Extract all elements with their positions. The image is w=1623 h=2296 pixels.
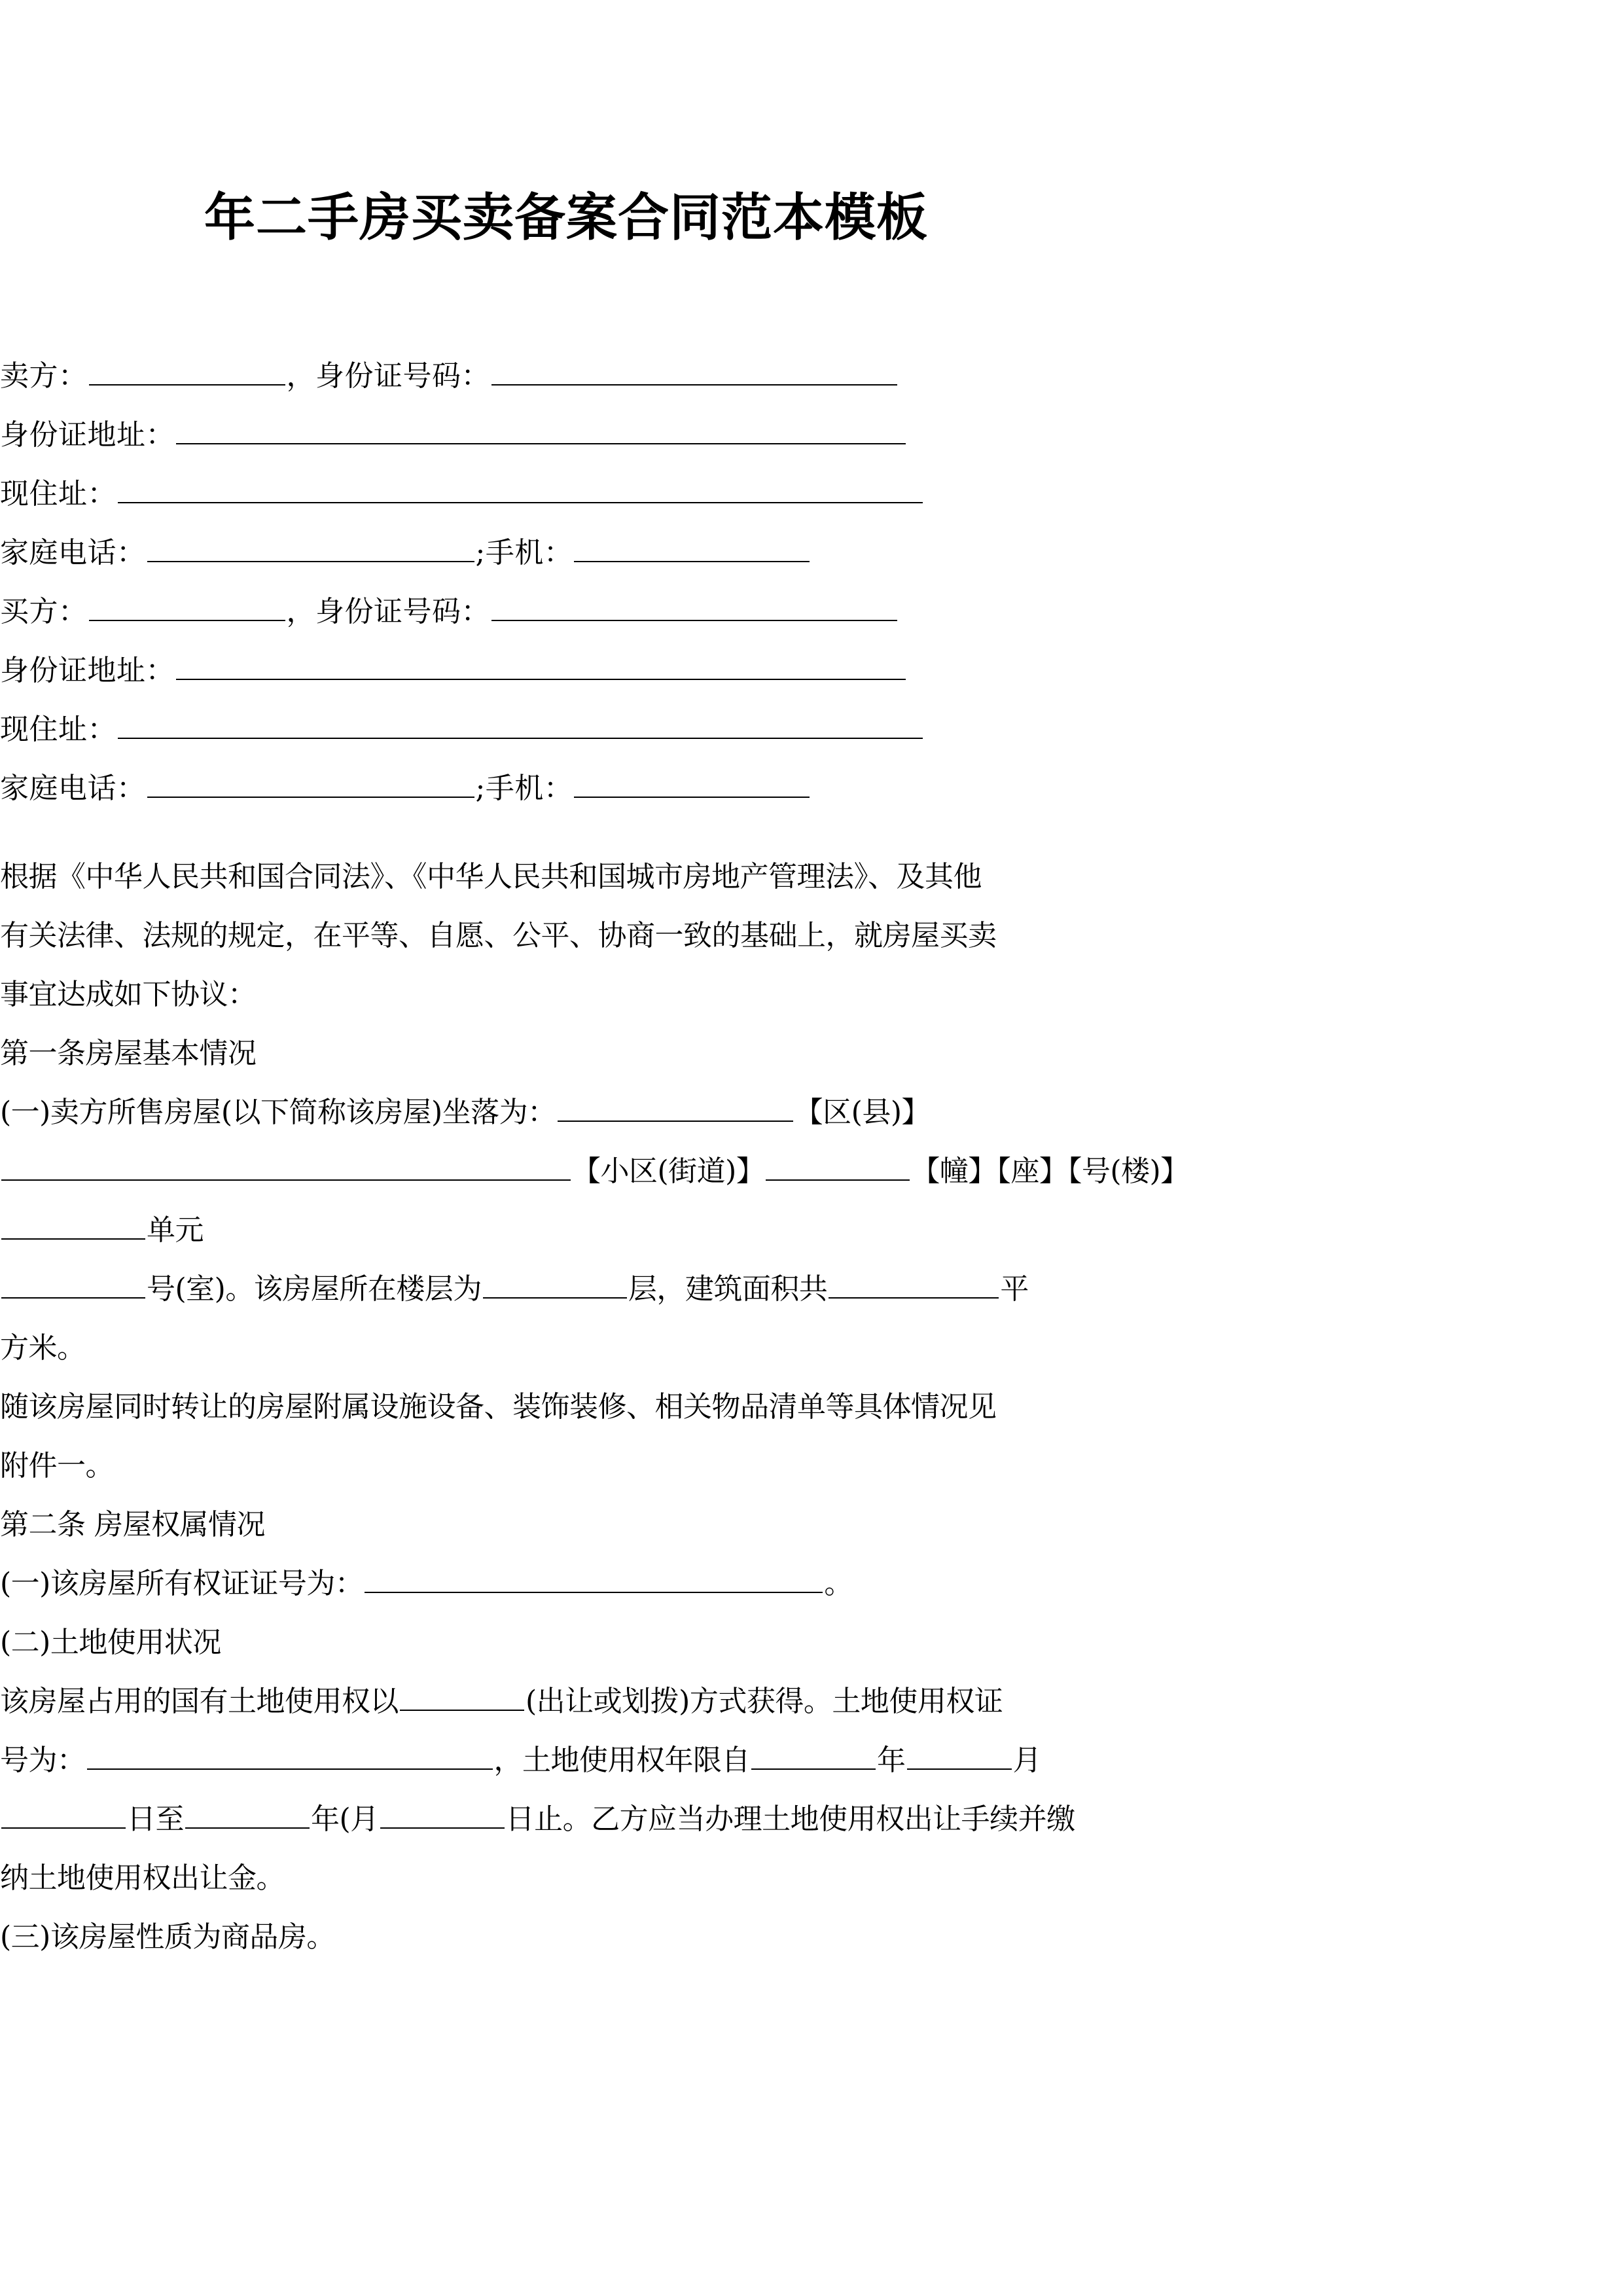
building-blank[interactable]	[766, 1150, 910, 1181]
ownership-cert-blank[interactable]	[365, 1562, 823, 1593]
district-bracket-label: 【区(县)】	[794, 1096, 931, 1129]
land-term-start-year-unit: 年	[877, 1744, 906, 1777]
buyer-name-row	[0, 583, 1132, 641]
buyer-id-address-label: 身份证地址：	[0, 654, 175, 687]
floor-blank[interactable]	[483, 1268, 627, 1299]
district-blank[interactable]	[558, 1091, 793, 1122]
page-title: 年二手房买卖备案合同范本模板	[204, 188, 928, 247]
seller-id-label: ，身份证号码：	[286, 359, 490, 393]
land-term-end-label: 日止。乙方应当办理土地使用权出让手续并缴	[505, 1803, 1075, 1836]
seller-mobile-label: ;手机：	[475, 536, 573, 569]
unit-blank[interactable]	[1, 1209, 145, 1240]
area-prefix-label: 层，建筑面积共	[628, 1272, 828, 1306]
land-use-suffix-label: (出让或划拨)方式获得。土地使用权证	[526, 1685, 1003, 1718]
preamble-line-1: 根据《中华人民共和国合同法》、《中华人民共和国城市房地产管理法》、及其他	[0, 860, 982, 893]
land-use-prefix-label: 该房屋占用的国有土地使用权以	[0, 1685, 399, 1718]
article-one-item-1-prefix: (一)卖方所售房屋(以下简称该房屋)坐落为：	[0, 1096, 556, 1129]
community-blank[interactable]	[1, 1150, 571, 1181]
land-term-end-year-blank[interactable]	[185, 1798, 310, 1829]
article-two-item-3: (三)该房屋性质为商品房。	[0, 1920, 335, 1954]
buyer-current-address-label: 现住址：	[0, 713, 116, 746]
buyer-current-address-row	[0, 700, 1132, 759]
seller-name-blank[interactable]	[89, 355, 285, 386]
article-one-item-1-line-1	[0, 1083, 1132, 1142]
land-use-line-4: 纳土地使用权出让金。	[0, 1861, 285, 1895]
seller-name-row	[0, 347, 1132, 406]
area-blank[interactable]	[829, 1268, 999, 1299]
land-term-end-day-blank[interactable]	[380, 1798, 505, 1829]
unit-label: 单元	[147, 1213, 204, 1247]
article-one-item-1-line-4	[0, 1260, 1132, 1319]
parties-form-block	[0, 347, 1132, 818]
ownership-cert-label: (一)该房屋所有权证证号为：	[0, 1567, 364, 1600]
buyer-current-address-blank[interactable]	[118, 708, 923, 739]
buyer-phone-row	[0, 759, 1132, 818]
article-one-attachment-line-1: 随该房屋同时转让的房屋附属设施设备、装饰装修、相关物品清单等具体情况见	[0, 1390, 997, 1424]
seller-mobile-blank[interactable]	[574, 531, 810, 562]
article-two-heading: 第二条 房屋权属情况	[0, 1508, 265, 1541]
buyer-id-label: ，身份证号码：	[286, 595, 490, 628]
article-one-attachment-line-2: 附件一。	[0, 1449, 114, 1482]
land-term-start-year-blank[interactable]	[751, 1739, 876, 1770]
buyer-mobile-blank[interactable]	[574, 767, 810, 798]
seller-current-address-blank[interactable]	[118, 473, 923, 503]
room-number-blank[interactable]	[1, 1268, 145, 1299]
seller-phone-row	[0, 524, 1132, 583]
land-term-start-month-unit: 月	[1012, 1744, 1041, 1777]
land-cert-number-blank[interactable]	[87, 1739, 493, 1770]
land-term-end-year-unit: 年(月	[311, 1803, 379, 1836]
buyer-id-address-row	[0, 641, 1132, 700]
article-one-heading: 第一条房屋基本情况	[0, 1037, 257, 1070]
land-term-to-label: 日至	[127, 1803, 184, 1836]
land-term-start-day-blank[interactable]	[1, 1798, 126, 1829]
article-one-item-1-line-5: 方米。	[0, 1331, 86, 1365]
article-two-item-2-heading: (二)土地使用状况	[0, 1626, 221, 1659]
seller-home-phone-label: 家庭电话：	[0, 536, 146, 569]
floor-prefix-label: 号(室)。该房屋所在楼层为	[147, 1272, 482, 1306]
seller-id-address-blank[interactable]	[176, 414, 906, 444]
land-acquisition-method-blank[interactable]	[400, 1680, 524, 1711]
article-one-item-1-line-3	[0, 1201, 1132, 1260]
buyer-name-label: 买方：	[0, 595, 88, 628]
seller-id-blank[interactable]	[491, 355, 897, 386]
buyer-home-phone-blank[interactable]	[147, 767, 474, 798]
seller-current-address-label: 现住址：	[0, 477, 116, 511]
seller-current-address-row	[0, 465, 1132, 524]
land-use-line-3	[0, 1790, 1132, 1849]
land-use-line-1	[0, 1672, 1132, 1731]
ownership-cert-period: 。	[824, 1567, 853, 1600]
building-bracket-label: 【幢】【座】【号(楼)】	[911, 1155, 1189, 1188]
article-two-item-1	[0, 1554, 1132, 1613]
preamble-line-3: 事宜达成如下协议：	[0, 978, 257, 1011]
seller-id-address-row	[0, 406, 1132, 465]
article-one-item-1-line-2	[0, 1142, 1189, 1201]
seller-name-label: 卖方：	[0, 359, 88, 393]
buyer-id-blank[interactable]	[491, 590, 897, 621]
buyer-name-blank[interactable]	[89, 590, 285, 621]
buyer-mobile-label: ;手机：	[475, 772, 573, 805]
seller-id-address-label: 身份证地址：	[0, 418, 175, 452]
area-unit-partial-label: 平	[1000, 1272, 1029, 1306]
seller-home-phone-blank[interactable]	[147, 531, 474, 562]
land-cert-number-label: 号为：	[0, 1744, 86, 1777]
buyer-id-address-blank[interactable]	[176, 649, 906, 680]
buyer-home-phone-label: 家庭电话：	[0, 772, 146, 805]
land-term-label: ，土地使用权年限自	[493, 1744, 750, 1777]
land-use-line-2	[0, 1731, 1132, 1790]
preamble-line-2: 有关法律、法规的规定，在平等、自愿、公平、协商一致的基础上，就房屋买卖	[0, 919, 997, 952]
land-term-start-month-blank[interactable]	[907, 1739, 1012, 1770]
contract-body-block	[0, 848, 1189, 1967]
community-bracket-label: 【小区(街道)】	[572, 1155, 765, 1188]
